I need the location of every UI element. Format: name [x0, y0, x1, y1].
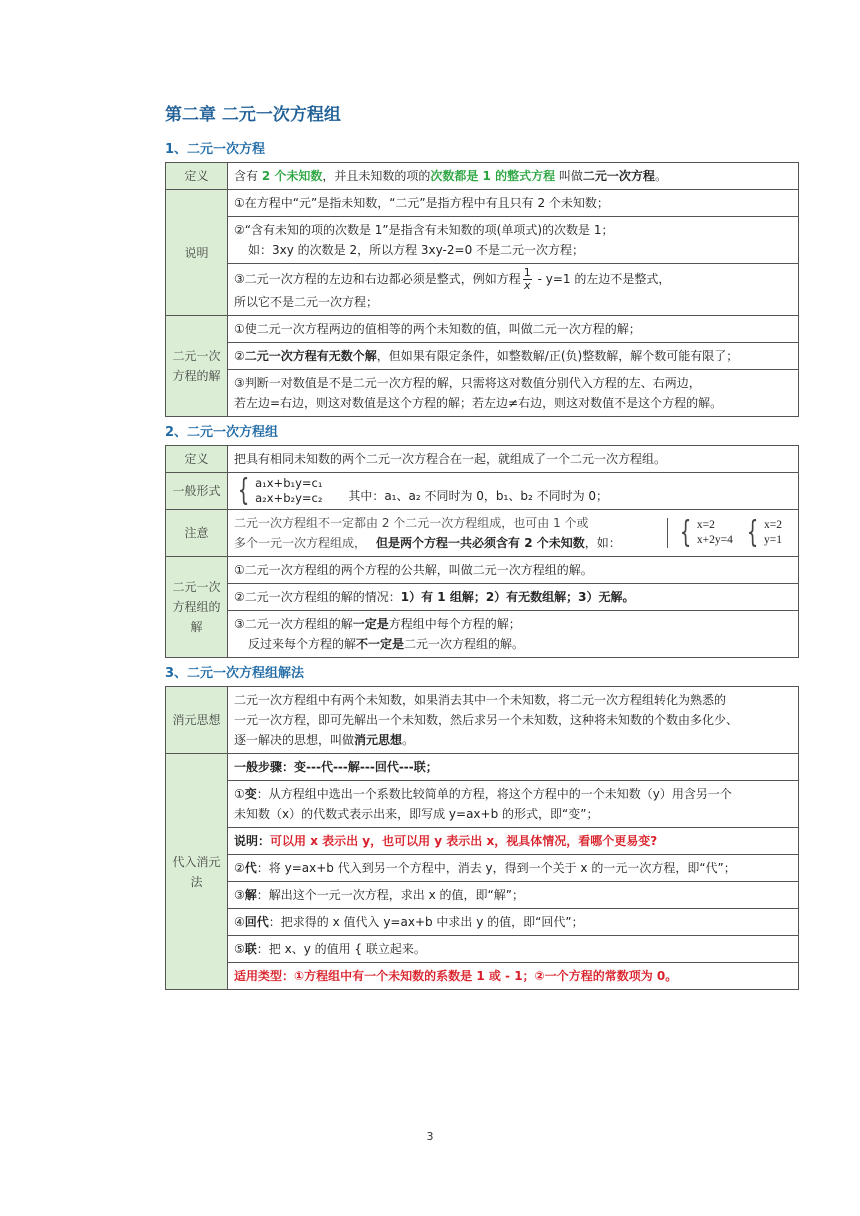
row-label: 定义 — [166, 163, 228, 190]
row-label: 二元一次方程的解 — [166, 316, 228, 417]
explanation-1: ①在方程中“元”是指未知数，“二元”是指方程中有且只有 2 个未知数； — [228, 190, 799, 217]
table-row — [166, 264, 799, 316]
bold-term: 但是两个方程一共必须含有 2 个未知数 — [376, 536, 585, 550]
solution-2: ②二元一次方程有无数个解，但如果有限定条件，如整数解/正(负)整数解，解个数可能有限了； — [228, 343, 799, 370]
table-row — [166, 343, 799, 370]
table-row — [166, 936, 799, 963]
text-line: 所以它不是二元一次方程； — [234, 295, 379, 309]
system-solution-1: ①二元一次方程组的两个方程的公共解，叫做二元一次方程组的解。 — [228, 557, 799, 584]
bold-term: 1）有 1 组解；2）有无数组解；3）无解。 — [400, 590, 635, 604]
row-label: 注意 — [166, 510, 228, 557]
table-row — [166, 687, 799, 754]
bold-term: 一定是 — [352, 617, 389, 631]
table-row — [166, 217, 799, 264]
step-2: ②代：将 y=ax+b 代入到另一个方程中，消去 y，得到一个关于 x 的一元一次方程，即“代”； — [228, 855, 799, 882]
table-row — [166, 163, 799, 190]
table-row — [166, 370, 799, 417]
text-line: ②“含有未知的项的次数是 1”是指含有未知数的项(单项式)的次数是 1； — [234, 223, 614, 237]
fraction: $\frac{1}{x}$ — [523, 266, 531, 292]
table-row — [166, 754, 799, 781]
step-3: ③解：解出这个一元一次方程，求出 x 的值，即“解”； — [228, 882, 799, 909]
text-line: 如：3xy 的次数是 2，所以方程 3xy-2=0 不是二元一次方程； — [248, 243, 585, 257]
solution-1: ①使二元一次方程两边的值相等的两个未知数的值，叫做二元一次方程的解； — [228, 316, 799, 343]
table-row — [166, 557, 799, 584]
row-label: 消元思想 — [166, 687, 228, 754]
step-5: ⑤联：把 x、y 的值用 { 联立起来。 — [228, 936, 799, 963]
section-title-2: 2、二元一次方程组 — [165, 425, 279, 440]
table-row — [166, 781, 799, 828]
table-row — [166, 963, 799, 990]
table-row — [166, 316, 799, 343]
text: 。 — [654, 169, 667, 183]
table-system — [165, 445, 799, 658]
step-4: ④回代：把求得的 x 值代入 y=ax+b 中求出 y 的值，即“回代”； — [228, 909, 799, 936]
example-system-1: { x=2 x+2y=4 — [679, 515, 733, 550]
row-label: 定义 — [166, 446, 228, 473]
table-row — [166, 909, 799, 936]
text: 其中：a₁、a₂ 不同时为 0，b₁、b₂ 不同时为 0； — [348, 489, 609, 503]
bold-term: 二元一次方程有无数个解 — [244, 349, 377, 363]
text: - y=1 的左边不是整式， — [533, 272, 671, 286]
example-system-2: { x=2 y=1 — [746, 515, 782, 550]
solution-3: ③判断一对数值是不是二元一次方程的解，只需将这对数值分别代入方程的左、右两边， 若左边=右边，则这对数值是这个方程的解；若左边≠右边，则这对数值不是这个方程的解。 — [228, 370, 799, 417]
table-row — [166, 190, 799, 217]
highlight-red: 可以用 x 表示出 y，也可以用 y 表示出 x，视具体情况，看哪个更易变? — [270, 834, 658, 848]
section-title-1: 1、二元一次方程 — [165, 142, 266, 157]
text: 含有 — [234, 169, 262, 183]
equation-system: { a₁x+b₁y=c₁ a₂x+b₂y=c₂ — [237, 473, 323, 508]
table-methods — [165, 686, 799, 990]
table-row — [166, 882, 799, 909]
row-label: 说明 — [166, 190, 228, 316]
brace-icon: { — [237, 473, 250, 508]
row-label: 二元一次方程组的解 — [166, 557, 228, 658]
bold-term: 不一定是 — [356, 637, 405, 651]
row-label: 代入消元法 — [166, 754, 228, 990]
text: ③二元一次方程的左边和右边都必须是整式，例如方程 — [234, 272, 521, 286]
brace-icon: { — [679, 515, 692, 550]
system-solution-2: ②二元一次方程组的解的情况：1）有 1 组解；2）有无数组解；3）无解。 — [228, 584, 799, 611]
table-row — [166, 473, 799, 510]
document-page — [165, 100, 799, 996]
explanation-3 — [228, 264, 799, 316]
applicable-type-cell: 适用类型：①方程组中有一个未知数的系数是 1 或 - 1；②一个方程的常数项为 0。 — [228, 963, 799, 990]
elimination-cell: 二元一次方程组中有两个未知数，如果消去其中一个未知数，将二元一次方程组转化为熟悉的 一元一次方程，即可先解出一个未知数，然后求另一个未知数，这种将未知数的个数由多化少、 逐一解决的思想，叫做消元思想。 — [228, 687, 799, 754]
text: 叫做 — [555, 169, 583, 183]
highlight-green: 2 个未知数 — [261, 169, 323, 183]
definition-cell — [228, 163, 799, 190]
table-row — [166, 611, 799, 658]
page-number: 3 — [426, 1130, 434, 1143]
table-row — [166, 855, 799, 882]
system-solution-3: ③二元一次方程组的解一定是方程组中每个方程的解； 反过来每个方程的解不一定是二元一次方程组的解。 — [228, 611, 799, 658]
definition-cell: 把具有相同未知数的两个二元一次方程合在一起，就组成了一个二元一次方程组。 — [228, 446, 799, 473]
general-form-cell — [228, 473, 799, 510]
row-label: 一般形式 — [166, 473, 228, 510]
steps-cell: 一般步骤：变---代---解---回代---联； — [228, 754, 799, 781]
section-title-3: 3、二元一次方程组解法 — [165, 666, 305, 681]
brace-icon: { — [746, 515, 759, 550]
step-1: ①变：从方程组中选出一个系数比较简单的方程，将这个方程中的一个未知数（y）用含另一个 未知数（x）的代数式表示出来，即写成 y=ax+b 的形式，即“变”； — [228, 781, 799, 828]
chapter-title: 第二章 二元一次方程组 — [165, 105, 341, 125]
explanation-2 — [228, 217, 799, 264]
table-row — [166, 584, 799, 611]
table-equation — [165, 162, 799, 417]
bold-term: 二元一次方程 — [582, 169, 655, 183]
note-cell: 二元一次方程组不一定都由 2 个二元一次方程组成，也可由 1 个或 多个一元一次方程组成， 但是两个方程一共必须含有 2 个未知数，如： { x=2 x+2y=4 { x=2 y=1 — [228, 510, 799, 557]
text: ，并且未知数的项的 — [322, 169, 431, 183]
bold-term: 消元思想 — [354, 733, 403, 747]
table-row — [166, 510, 799, 557]
table-row — [166, 446, 799, 473]
highlight-green: 次数都是 1 的整式方程 — [430, 169, 556, 183]
explanation-cell: 说明：可以用 x 表示出 y，也可以用 y 表示出 x，视具体情况，看哪个更易变? — [228, 828, 799, 855]
table-row — [166, 828, 799, 855]
